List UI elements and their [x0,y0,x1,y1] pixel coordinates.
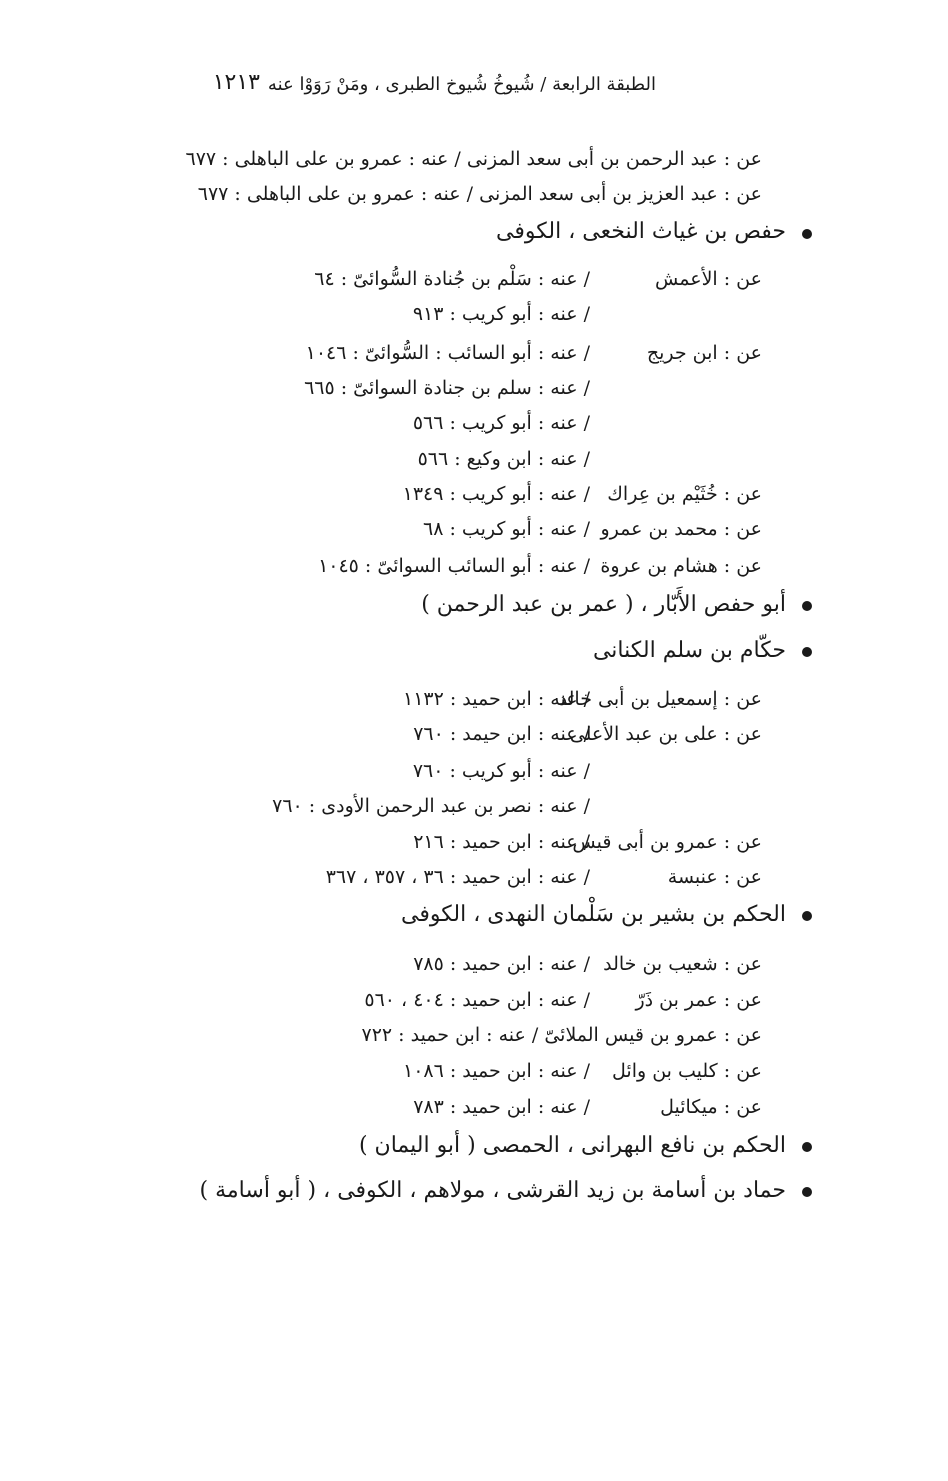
to-column: / عنه : ابن حميد : ٧٨٥ [413,953,590,975]
entry-line: عن : عبد الرحمن بن أبى سعد المزنى / عنه : عمرو بن على الباهلى : ٦٧٧ [185,148,762,170]
bullet-icon [802,1142,812,1152]
from-column: عن : عنبسة [667,866,762,888]
to-column: / عنه : ابن حميد : ٧٨٣ [413,1096,590,1118]
to-column: / عنه : سلم بن جنادة السوائىّ : ٦٦٥ [304,377,590,399]
to-column: / عنه : أبو كريب : ٩١٣ [412,303,590,325]
to-column: / عنه : أبو كريب : ٥٦٦ [412,412,590,434]
to-column: / عنه : أبو كريب : ٦٨ [423,518,590,540]
to-column: / عنه : ابن حميد : ٤٠٤ ، ٥٦٠ [364,989,590,1011]
running-header-title: الطبقة الرابعة / شُيوخُ شُيوخ الطبرى ، ومَنْ رَوَوْا عنه [267,74,656,95]
narrator-name: حفص بن غياث النخعى ، الكوفى [496,219,786,244]
from-column: عن : إسمعيل بن أبى خالد [558,688,762,710]
from-column: عن : ميكائيل [660,1096,762,1118]
narrator-name: حكّام بن سلم الكنانى [592,638,786,663]
to-column: / عنه : أبو السائب : السُّوائىّ : ١٠٤٦ [305,342,590,364]
bullet-icon [802,601,812,611]
page-number: ١٢١٣ [212,70,260,95]
to-column: / عنه : سَلْم بن جُنادة السُّوائىّ : ٦٤ [314,268,590,290]
to-column: / عنه : أبو كريب : ٧٦٠ [412,760,590,782]
from-column: عن : شعيب بن خالد [603,953,762,975]
from-column: عن : هشام بن عروة [600,555,762,577]
from-column: عن : كليب بن وائل [612,1060,762,1082]
from-column: عن : عمر بن ذَرّ [635,989,762,1011]
to-column: / عنه : أبو كريب : ١٣٤٩ [402,483,590,505]
narrator-name: الحكم بن بشير بن سَلْمان النهدى ، الكوفى [401,902,786,927]
to-column: / عنه : ابن حيمد : ٧٦٠ [413,723,590,745]
narrator-name: أبو حفص الأَبّار ، ( عمر بن عبد الرحمن ) [421,592,786,617]
to-column: / عنه : ابن وكيع : ٥٦٦ [417,448,590,470]
entry-line: عن : عمرو بن قيس الملائىّ / عنه : ابن حميد : ٧٢٢ [361,1024,762,1046]
bullet-icon [802,229,812,239]
bullet-icon [802,911,812,921]
to-column: / عنه : ابن حميد : ١٠٨٦ [403,1060,590,1082]
narrator-name: حماد بن أسامة بن زيد القرشى ، مولاهم ، الكوفى ، ( أبو أسامة ) [199,1178,786,1203]
from-column: عن : ابن جريج [646,342,762,364]
to-column: / عنه : نصر بن عبد الرحمن الأودى : ٧٦٠ [272,795,590,817]
from-column: عن : محمد بن عمرو [600,518,762,540]
bullet-icon [802,1187,812,1197]
entry-line: عن : عبد العزيز بن أبى سعد المزنى / عنه : عمرو بن على الباهلى : ٦٧٧ [197,183,762,205]
from-column: عن : على بن عبد الأعلى [569,723,762,745]
to-column: / عنه : ابن حميد : ٢١٦ [413,831,590,853]
narrator-name: الحكم بن نافع البهرانى ، الحمصى ( أبو اليمان ) [358,1133,786,1158]
from-column: عن : عمرو بن أبى قيس [572,831,762,853]
from-column: عن : خُثَيْم بن عِراك [607,483,762,505]
to-column: / عنه : أبو السائب السوائىّ : ١٠٤٥ [318,555,590,577]
bullet-icon [802,647,812,657]
to-column: / عنه : ابن حميد : ١١٣٢ [403,688,590,710]
from-column: عن : الأعمش [655,268,762,290]
to-column: / عنه : ابن حميد : ٣٦ ، ٣٥٧ ، ٣٦٧ [325,866,590,888]
